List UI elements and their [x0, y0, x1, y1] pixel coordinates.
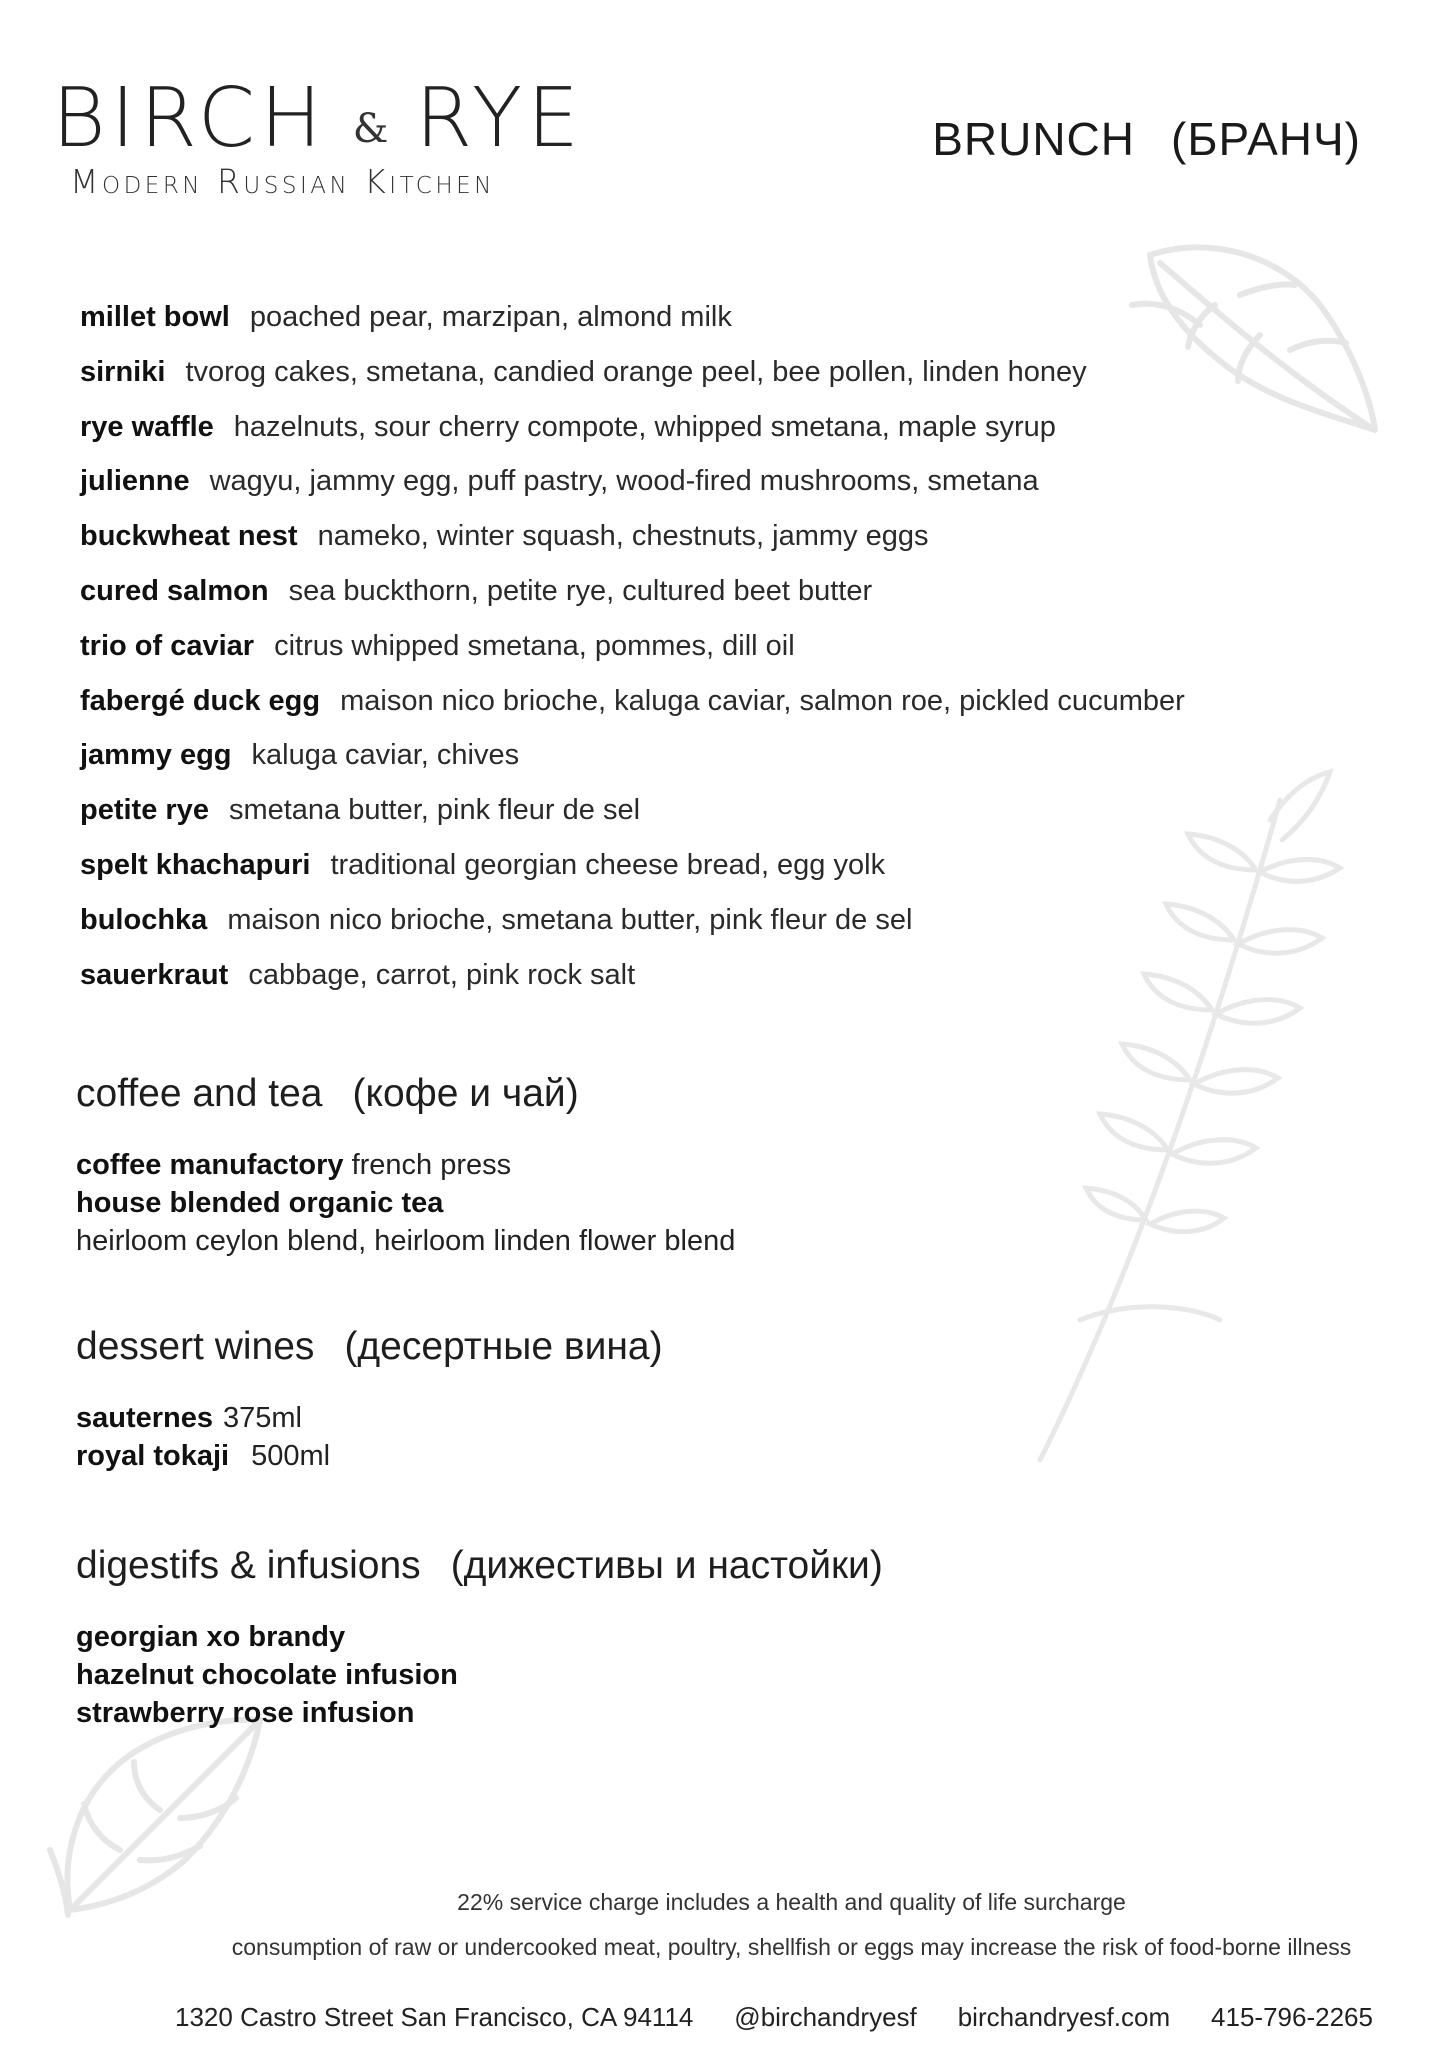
section-title-ru: (дижестивы и настойки) — [450, 1544, 883, 1587]
menu-item — [80, 619, 1230, 674]
item-description: maison nico brioche, smetana butter, pink fleur de sel — [227, 903, 913, 936]
item-name: fabergé duck egg — [80, 684, 321, 717]
item-name: bulochka — [80, 903, 208, 936]
section-title-en: digestifs & infusions — [76, 1544, 421, 1587]
menu-item — [80, 290, 1230, 345]
item-description: poached pear, marzipan, almond milk — [249, 301, 732, 333]
item-description: maison nico brioche, kaluga caviar, salmon roe, pickled cucumber — [340, 684, 1185, 717]
item-name: petite rye — [80, 794, 209, 827]
digestif-name: georgian xo brandy — [76, 1620, 346, 1653]
tea-description: heirloom ceylon blend, heirloom linden flower blend — [76, 1224, 736, 1257]
item-description: cabbage, carrot, pink rock salt — [248, 958, 636, 991]
item-name: cured salmon — [80, 574, 269, 607]
item-description: kaluga caviar, chives — [251, 739, 520, 772]
brand-name — [52, 71, 772, 166]
digestif-name: strawberry rose infusion — [76, 1696, 415, 1729]
menu-item — [80, 509, 1230, 564]
digestif-item — [76, 1656, 1176, 1694]
section-heading — [76, 1326, 1176, 1369]
item-description: hazelnuts, sour cherry compote, whipped smetana, maple syrup — [233, 410, 1056, 443]
menu-item — [80, 893, 1230, 948]
section-title-ru: (десертные вина) — [344, 1325, 663, 1368]
item-description: sea buckthorn, petite rye, cultured beet butter — [288, 574, 873, 607]
health-warning-note: consumption of raw or undercooked meat, poultry, shellfish or eggs may increase the risk of food-borne illness — [231, 1934, 1352, 1960]
item-name: sirniki — [80, 355, 166, 388]
digestif-item — [76, 1694, 1176, 1732]
menu-item — [80, 454, 1230, 509]
section-digestifs — [76, 1545, 1176, 1732]
wine-line — [76, 1437, 1176, 1475]
tea-name: house blended organic tea — [76, 1186, 444, 1219]
contact-bar — [175, 2002, 1373, 2033]
coffee-line — [76, 1146, 1176, 1184]
menu-item — [80, 400, 1230, 455]
section-coffee-tea — [76, 1073, 1176, 1260]
brand-name-rye: RYE — [415, 71, 584, 166]
section-heading — [76, 1073, 1176, 1116]
wine-line — [76, 1399, 1176, 1437]
item-name: jammy egg — [80, 739, 232, 772]
item-name: trio of caviar — [80, 629, 255, 662]
item-name: julienne — [80, 465, 190, 498]
wine-size: 375ml — [223, 1401, 303, 1434]
item-description: wagyu, jammy egg, puff pastry, wood-fired mushrooms, smetana — [209, 465, 1039, 498]
item-name: sauerkraut — [80, 958, 229, 991]
address: 1320 Castro Street San Francisco, CA 94114 — [175, 2002, 694, 2032]
brunch-items — [80, 290, 1230, 1002]
wine-name: sauternes — [76, 1401, 214, 1434]
section-dessert-wines — [76, 1326, 1176, 1475]
section-body — [76, 1146, 1176, 1260]
digestif-item — [76, 1618, 1176, 1656]
menu-title-ru: (БРАНЧ) — [1171, 113, 1361, 165]
wine-name: royal tokaji — [76, 1439, 230, 1472]
item-description: smetana butter, pink fleur de sel — [228, 794, 641, 827]
menu-item — [80, 564, 1230, 619]
item-description: traditional georgian cheese bread, egg yolk — [330, 848, 886, 881]
item-name: spelt khachapuri — [80, 848, 311, 881]
item-name: rye waffle — [80, 410, 214, 443]
section-body — [76, 1399, 1176, 1475]
section-title-en: dessert wines — [76, 1325, 315, 1368]
menu-title — [932, 112, 1361, 166]
section-body — [76, 1618, 1176, 1732]
footer-notes — [0, 1880, 1443, 1970]
menu-item — [80, 783, 1230, 838]
menu-item — [80, 345, 1230, 400]
brand-tagline: Modern Russian Kitchen — [70, 162, 495, 201]
section-title-ru: (кофе и чай) — [352, 1072, 579, 1115]
phone-number[interactable]: 415-796-2265 — [1211, 2002, 1373, 2032]
menu-item — [80, 948, 1230, 1003]
social-handle[interactable]: @birchandryesf — [734, 2002, 917, 2032]
item-description: citrus whipped smetana, pommes, dill oil — [274, 629, 795, 662]
section-title-en: coffee and tea — [76, 1072, 323, 1115]
coffee-name: coffee manufactory — [76, 1148, 344, 1181]
menu-item — [80, 728, 1230, 783]
menu-item — [80, 838, 1230, 893]
brand-logo — [52, 71, 772, 201]
coffee-description: french press — [351, 1148, 512, 1181]
wine-size: 500ml — [251, 1439, 331, 1472]
item-description: tvorog cakes, smetana, candied orange peel, bee pollen, linden honey — [185, 355, 1087, 388]
section-heading — [76, 1545, 1176, 1588]
brand-name-birch: BIRCH — [52, 71, 327, 166]
menu-item — [80, 674, 1230, 729]
item-description: nameko, winter squash, chestnuts, jammy eggs — [317, 520, 929, 553]
digestif-name: hazelnut chocolate infusion — [76, 1658, 458, 1691]
tea-line — [76, 1184, 1176, 1222]
menu-title-en: BRUNCH — [932, 113, 1135, 165]
website-link[interactable]: birchandryesf.com — [957, 2002, 1171, 2032]
item-name: buckwheat nest — [80, 520, 298, 553]
service-charge-note: 22% service charge includes a health and quality of life surcharge — [457, 1889, 1126, 1915]
brand-ampersand: & — [352, 106, 394, 152]
item-name: millet bowl — [80, 301, 230, 333]
